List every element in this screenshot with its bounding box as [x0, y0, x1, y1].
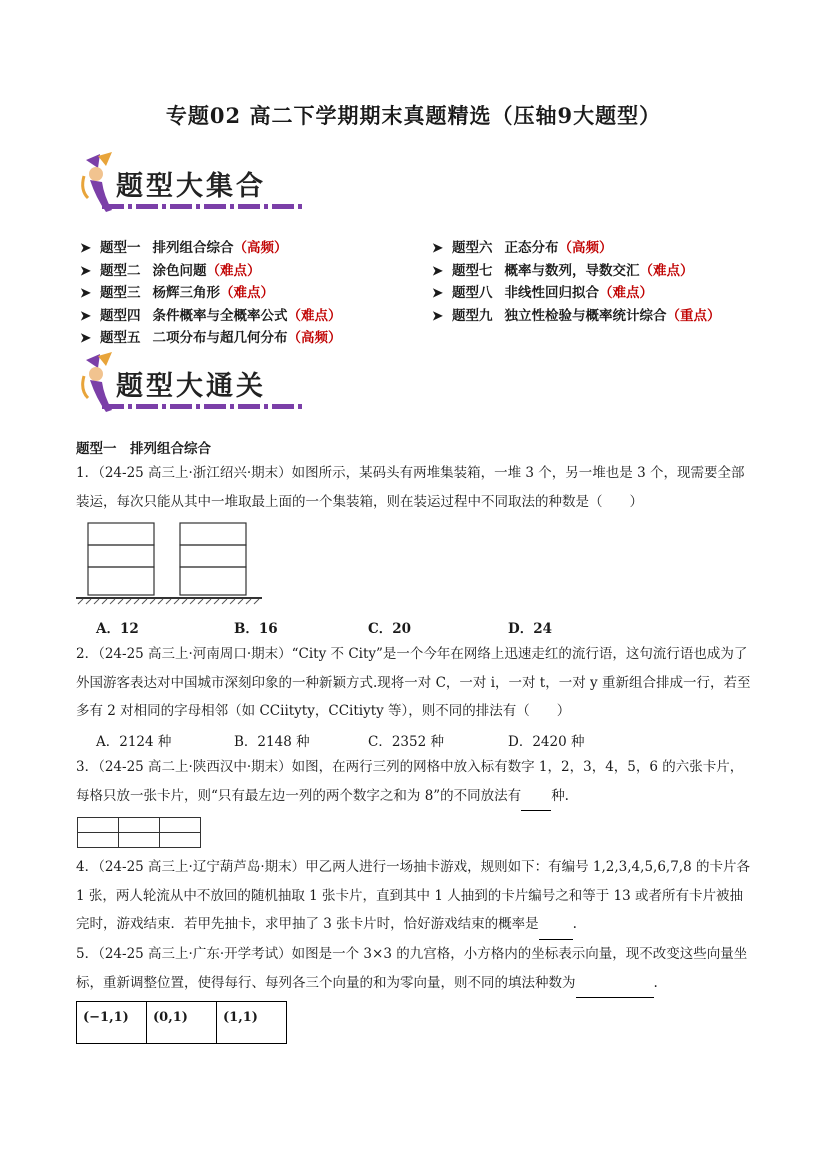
- banner-title: 题型大通关: [116, 371, 266, 402]
- arrow-icon: ➤: [432, 308, 443, 324]
- card-grid-figure: [77, 817, 201, 848]
- arrow-icon: ➤: [80, 263, 91, 279]
- banner-divider: [102, 404, 302, 409]
- banner-practice: [76, 350, 308, 418]
- vector-cell: (0,1): [147, 1002, 217, 1044]
- option-a[interactable]: A．12: [96, 621, 139, 637]
- page-title: 专题02 高二下学期期末真题精选（压轴9大题型）: [165, 103, 662, 128]
- question-3-text: 3．（24-25 高二上·陕西汉中·期末）如图，在两行三列的网格中放入标有数字 1，2，3，4，5，6 的六张卡片，每格只放一张卡片，则“只有最左边一列的两个数字之和为 8”的不同放法有 种.: [76, 753, 751, 811]
- question-1-text: 1．（24-25 高三上·浙江绍兴·期末）如图所示，某码头有两堆集装箱，一堆 3 个，另一堆也是 3 个，现需要全部装运，每次只能从其中一堆取最上面的一个集装箱，则在装运过程中不同取法的种数是（ ）: [76, 465, 745, 510]
- arrow-icon: ➤: [80, 331, 91, 346]
- question-2-options: [0, 730, 827, 750]
- question-2-text: 2．（24-25 高三上·河南周口·期末）“City 不 City”是一个今年在网络上迅速走红的流行语，这句流行语也成为了外国游客表达对中国城市深刻印象的一种新颖方式.现将一对 C，一对 i，一对 t，一对 y 重新组合排成一行，若至多有 2 对相同的字母相邻（如 CCiityty，CCitiyty 等），则不同的排法有（ ）: [76, 646, 751, 719]
- question-5-text: 5．（24-25 高三上·广东·开学考试）如图是一个 3×3 的九宫格，小方格内的坐标表示向量，现不改变这些向量坐标，重新调整位置，使得每行、每列各三个向量的和为零向量，则不同的填法种数为 .: [76, 940, 751, 998]
- option-c[interactable]: C．20: [368, 621, 412, 637]
- answer-blank[interactable]: [521, 782, 551, 812]
- toc-left-column: [80, 236, 342, 349]
- answer-blank[interactable]: [539, 910, 573, 940]
- toc-item[interactable]: ➤ 题型五 二项分布与超几何分布（高频）: [80, 330, 342, 346]
- toc-item[interactable]: ➤ 题型八 非线性回归拟合（难点）: [432, 285, 653, 301]
- question-4-text: 4．（24-25 高三上·辽宁葫芦岛·期末）甲乙两人进行一场抽卡游戏，规则如下：有编号 1,2,3,4,5,6,7,8 的卡片各 1 张，两人轮流从中不放回的随机抽取 1 张卡片，直到其中 1 人抽到的卡片编号之和等于 13 或者所有卡片被抽完时，游戏结束．若甲先抽卡，求甲抽了 3 张卡片时，恰好游戏结束的概率是 .: [76, 853, 751, 940]
- toc-item[interactable]: ➤ 题型六 正态分布（高频）: [432, 240, 613, 256]
- vector-grid-figure: [76, 1001, 287, 1044]
- toc-item[interactable]: ➤ 题型七 概率与数列，导数交汇（难点）: [432, 262, 694, 279]
- option-a[interactable]: A．2124 种: [96, 734, 172, 750]
- toc-item[interactable]: ➤ 题型四 条件概率与全概率公式（难点）: [80, 307, 342, 324]
- arrow-icon: ➤: [80, 286, 91, 301]
- vector-cell: (1,1): [217, 1002, 287, 1044]
- banner-title: 题型大集合: [116, 171, 266, 202]
- question-1-options: [0, 617, 827, 637]
- option-b[interactable]: B．16: [234, 621, 278, 637]
- toc-right-column: [432, 236, 721, 326]
- section-heading: 题型一 排列组合综合: [76, 441, 211, 457]
- arrow-icon: ➤: [80, 308, 91, 324]
- toc-item[interactable]: ➤ 题型二 涂色问题（难点）: [80, 262, 261, 279]
- answer-blank[interactable]: [576, 969, 654, 999]
- arrow-icon: ➤: [432, 263, 443, 279]
- arrow-icon: ➤: [80, 241, 91, 256]
- toc-item[interactable]: ➤ 题型三 杨辉三角形（难点）: [80, 285, 274, 301]
- toc-item[interactable]: ➤ 题型一 排列组合综合（高频）: [80, 240, 288, 256]
- arrow-icon: ➤: [432, 241, 443, 256]
- banner-question-types: [76, 150, 308, 218]
- option-d[interactable]: D．24: [508, 621, 552, 637]
- option-d[interactable]: D．2420 种: [508, 734, 585, 750]
- option-c[interactable]: C．2352 种: [368, 734, 444, 750]
- banner-divider: [102, 204, 302, 209]
- arrow-icon: ➤: [432, 286, 443, 301]
- option-b[interactable]: B．2148 种: [234, 734, 310, 750]
- vector-cell: (−1,1): [77, 1002, 147, 1044]
- toc-item[interactable]: ➤ 题型九 独立性检验与概率统计综合（重点）: [432, 307, 721, 324]
- container-stacks-figure: [74, 518, 264, 608]
